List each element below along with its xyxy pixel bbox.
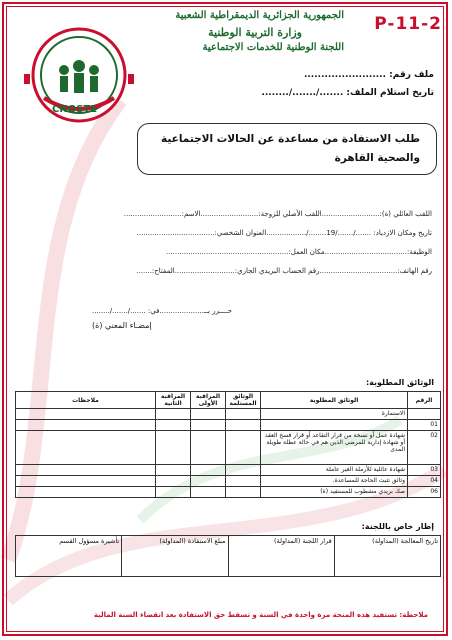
table-row	[16, 409, 441, 420]
row-document: الاستمارة	[261, 409, 408, 420]
row-document: شهادة عمل أو نسخة من قرار التقاعد أو قرار فسخ العقد أو شهادة إدارية للمرضى الذين هم في حالة عطلة طويلة المدى	[261, 431, 408, 465]
check-1-cell[interactable]	[191, 409, 226, 420]
notes-cell[interactable]	[16, 420, 156, 431]
notes-cell[interactable]	[16, 431, 156, 465]
treatment-date-cell[interactable]: تاريخ المعالجة (المداولة)	[334, 536, 440, 577]
field-phone-account: رقم الهاتف:...................................رقم الحساب البريدي الجاري:...........................المفتاح:.......	[136, 267, 432, 275]
check-2-cell[interactable]	[156, 420, 191, 431]
check-2-cell[interactable]	[156, 476, 191, 487]
row-number: 03	[408, 465, 441, 476]
table-row	[16, 476, 441, 487]
file-number: ملف رقم: ........................	[303, 70, 434, 80]
check-1-cell[interactable]	[191, 465, 226, 476]
committee-table	[15, 535, 441, 577]
signature-label: إمضـاء المعني (ة)	[92, 321, 152, 330]
notes-cell[interactable]	[16, 465, 156, 476]
col-number: الرقم	[408, 392, 441, 409]
cnoste-logo	[24, 20, 134, 150]
row-number: 01	[408, 420, 441, 431]
footer-note: ملاحظة: تستفيد هذه المنحة مرة واحدة في السنة و تسقط حق الاستفادة بعد انقضاء السنة المالية	[93, 611, 428, 619]
check-2-cell[interactable]	[156, 487, 191, 498]
field-job-workplace: الوظيفة:.....................................مكان العمل:.......................................................	[165, 248, 432, 256]
check-2-cell[interactable]	[156, 465, 191, 476]
received-cell[interactable]	[226, 487, 261, 498]
table-row	[16, 465, 441, 476]
table-header-row	[16, 392, 441, 409]
check-1-cell[interactable]	[191, 431, 226, 465]
received-cell[interactable]	[226, 476, 261, 487]
committee-decision-cell[interactable]: قرار اللجنة (المداولة)	[228, 536, 334, 577]
received-cell[interactable]	[226, 409, 261, 420]
row-document	[261, 420, 408, 431]
form-title-line-2: والصحية القاهرة	[334, 152, 420, 164]
check-2-cell[interactable]	[156, 409, 191, 420]
section-head-visa-cell[interactable]: تأشيرة مسؤول القسم	[16, 536, 122, 577]
table-row	[16, 487, 441, 498]
header-line-1: الجمهورية الجزائرية الديمقراطية الشعبية	[175, 10, 344, 21]
done-at-line: حــــرر بــ....................في: ......./......./........	[92, 307, 232, 315]
file-received-date: تاريخ استلام الملف: ......./......./........	[261, 88, 434, 98]
logo-text: CNOSTE	[52, 104, 98, 115]
field-names: اللقب العائلي (ة):..........................اللقب الأصلي للزوجة:..........................الاسم:..........................	[123, 210, 432, 218]
col-document: الوثائق المطلوبة	[261, 392, 408, 409]
col-check-2: المراقبة الثانية	[156, 392, 191, 409]
received-cell[interactable]	[226, 431, 261, 465]
notes-cell[interactable]	[16, 487, 156, 498]
col-check-1: المراقبة الأولى	[191, 392, 226, 409]
row-document: وثائق تثبت الحاجة للمساعدة.	[261, 476, 408, 487]
header-line-3: اللجنة الوطنية للخدمات الاجتماعية	[202, 42, 344, 53]
row-document: صك بريدي مشطوب للمستفيد (ة)	[261, 487, 408, 498]
header-line-2: وزارة التربية الوطنية	[208, 26, 302, 39]
table-row	[16, 431, 441, 465]
row-number: 06	[408, 487, 441, 498]
col-received: الوثائق المستلمة	[226, 392, 261, 409]
form-code: P-11-2	[374, 14, 442, 34]
row-document: شهادة عائلية للأرملة الغير عاملة	[261, 465, 408, 476]
received-cell[interactable]	[226, 465, 261, 476]
row-number	[408, 409, 441, 420]
check-1-cell[interactable]	[191, 420, 226, 431]
received-cell[interactable]	[226, 420, 261, 431]
row-number: 04	[408, 476, 441, 487]
docs-heading: الوثائق المطلوبة:	[365, 378, 434, 387]
notes-cell[interactable]	[16, 476, 156, 487]
check-1-cell[interactable]	[191, 487, 226, 498]
check-1-cell[interactable]	[191, 476, 226, 487]
table-row	[16, 420, 441, 431]
check-2-cell[interactable]	[156, 431, 191, 465]
notes-cell[interactable]	[16, 409, 156, 420]
benefit-amount-cell[interactable]: مبلغ الاستفادة (المداولة)	[122, 536, 228, 577]
committee-heading: إطار خاص باللجنة:	[361, 522, 434, 531]
field-birth-address: تاريخ ومكان الازدياد: ......./......./19......../..................العنوان الشخصي:...................................	[136, 229, 432, 237]
form-title-line-1: طلب الاستفادة من مساعدة عن الحالات الاجتماعية	[161, 133, 420, 145]
form-title-box	[137, 123, 437, 175]
col-notes: ملاحظات	[16, 392, 156, 409]
table-row	[16, 536, 441, 577]
documents-table	[15, 391, 441, 498]
row-number: 02	[408, 431, 441, 465]
